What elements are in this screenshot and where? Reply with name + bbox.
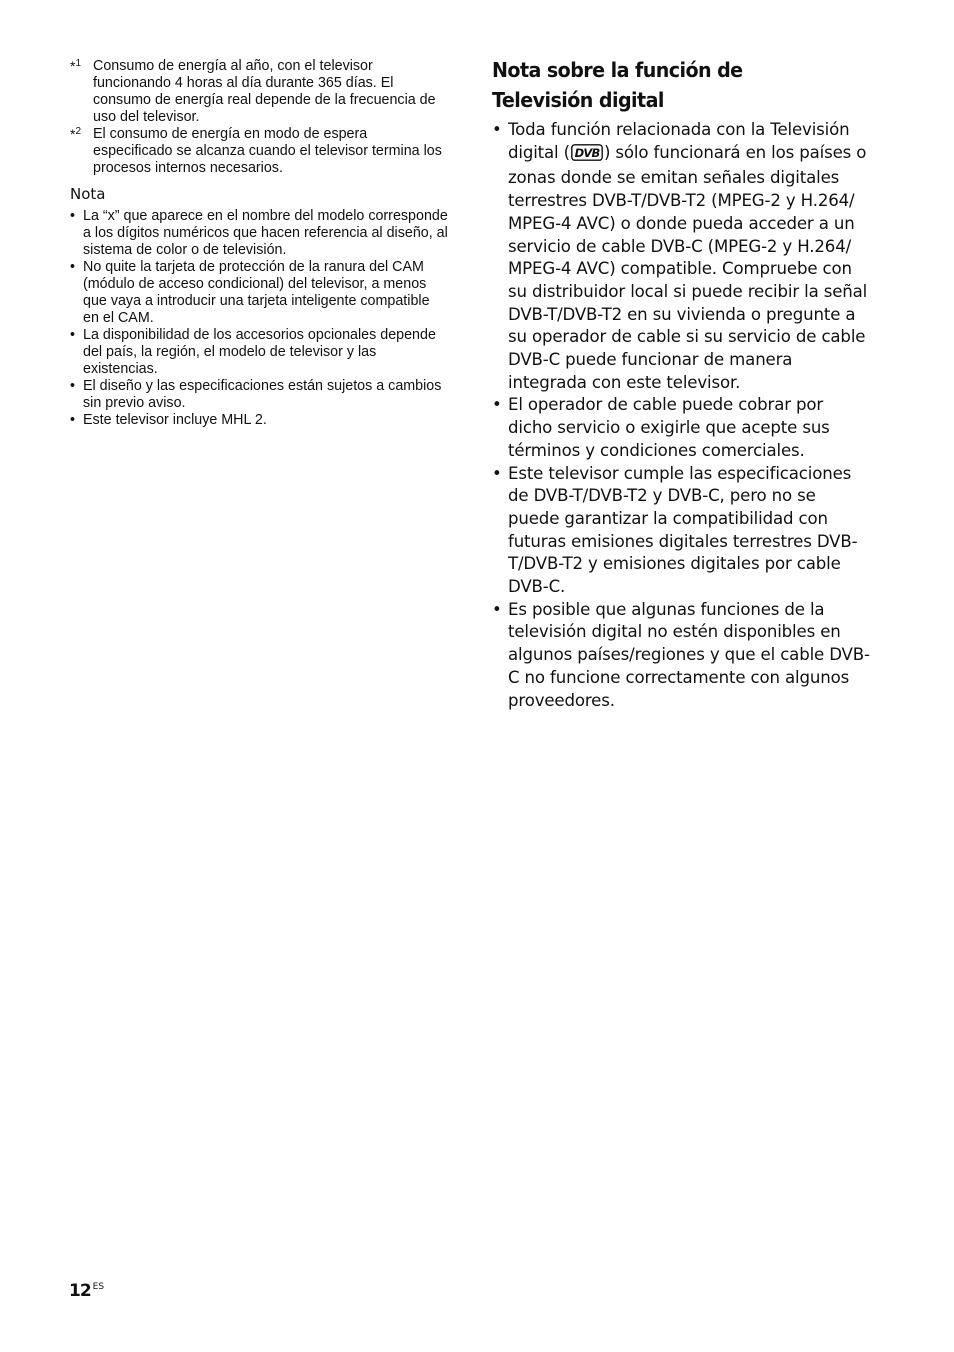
list-item: • La disponibilidad de los accesorios opcionales depende del país, la región, el modelo de televisor y las existencias. bbox=[70, 327, 436, 377]
right-column bbox=[492, 55, 870, 712]
footnote-text: Consumo de energía al año, con el televisor funcionando 4 horas al día durante 365 días. El consumo de energía real depende de la frecuencia de uso del televisor. bbox=[93, 58, 436, 125]
footnote-mark: *$^1$ bbox=[70, 58, 82, 74]
nota-list bbox=[70, 208, 448, 429]
list-item: • La “x” que aparece en el nombre del modelo corresponde a los dígitos numéricos que hacen referencia al diseño, al sistema de color o de televisión. bbox=[70, 208, 448, 258]
list-item: • El operador de cable puede cobrar por dicho servicio o exigirle que acepte sus términos y condiciones comerciales. bbox=[492, 395, 830, 460]
list-item: • Es posible que algunas funciones de la televisión digital no estén disponibles en algunos países/regiones y que el cable DVB-C no funcione correctamente con algunos proveedores. bbox=[492, 599, 870, 710]
list-item: • El diseño y las especificaciones están sujetos a cambios sin previo aviso. bbox=[70, 378, 442, 411]
list-item: • Este televisor cumple las especificaciones de DVB-T/DVB-T2 y DVB-C, pero no se puede garantizar la compatibilidad con futuras emisiones digitales terrestres DVB-T/DVB-T2 y emisiones digitales por cable DVB-C. bbox=[492, 463, 858, 597]
svg-text:DVB: DVB bbox=[574, 145, 600, 160]
list-item: • Toda función relacionada con la Televisión digital ( DVB ) sólo funcionará en los países o zonas donde se emitan señales digitales terrestres DVB-T/DVB-T2 (MPEG-2 y H.264/ MPEG-4 AVC) o donde pueda acceder a un servicio de cable DVB-C (MPEG-2 y H.264/ MPEG-4 AVC) compatible. Compruebe con su distribuidor local si puede recibir la señal DVB-T/DVB-T2 en su vivienda o pregunte a su operador de cable si su servicio de cable DVB-C puede funcionar de manera integrada con este televisor. bbox=[492, 120, 868, 392]
dvb-logo-icon bbox=[571, 144, 603, 168]
footnote-mark: *$^2$ bbox=[70, 126, 82, 142]
footnote-1 bbox=[70, 58, 448, 126]
digital-tv-notes-list bbox=[492, 119, 870, 712]
left-column bbox=[70, 58, 448, 429]
section-title: Nota sobre la función de Televisión digital bbox=[492, 58, 743, 112]
list-item: • No quite la tarjeta de protección de la ranura del CAM (módulo de acceso condicional) del televisor, a menos que vaya a introducir una tarjeta inteligente compatible en el CAM. bbox=[70, 259, 430, 326]
footnote-text: El consumo de energía en modo de espera especificado se alcanza cuando el televisor termina los procesos internos necesarios. bbox=[93, 126, 442, 176]
list-item: • Este televisor incluye MHL 2. bbox=[70, 412, 267, 428]
footnote-2 bbox=[70, 126, 448, 177]
nota-label: Nota bbox=[70, 185, 106, 203]
page-number: 12 $^{ES}$ bbox=[69, 1281, 105, 1301]
